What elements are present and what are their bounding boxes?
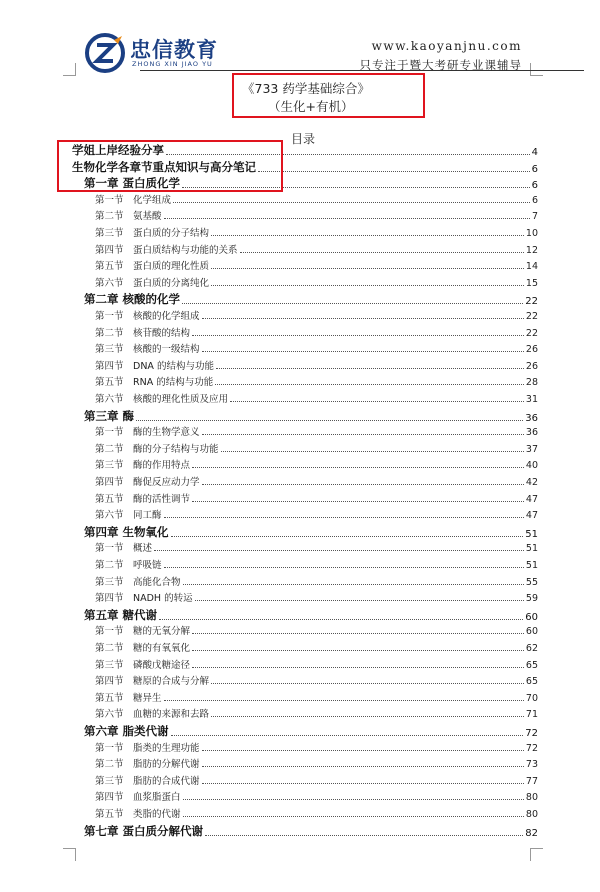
toc-section-number: 第六节: [95, 709, 124, 721]
toc-entry-label: [95, 789, 181, 803]
toc-dot-leader: [154, 550, 524, 551]
toc-page-number: 82: [525, 827, 538, 839]
toc-section-row[interactable]: [95, 225, 538, 239]
toc-page-number: 80: [525, 792, 538, 804]
toc-section-title: 高能化合物: [133, 576, 181, 588]
toc-page-number: 65: [525, 676, 538, 688]
toc-page-number: 51: [525, 543, 538, 555]
toc-section-row[interactable]: [95, 491, 538, 505]
page-header: [60, 30, 540, 78]
toc-entry-label: 第三章 酶: [84, 408, 135, 423]
toc-page-number: 10: [525, 228, 538, 239]
toc-section-row[interactable]: [95, 690, 538, 704]
toc-section-row[interactable]: [95, 208, 538, 222]
toc-dot-leader: [164, 218, 530, 219]
toc-section-title: 磷酸戊糖途径: [133, 659, 191, 671]
toc-dot-leader: [192, 633, 524, 634]
toc-entry-label: [95, 806, 181, 820]
toc-entry-label: [95, 424, 200, 438]
toc-dot-leader: [202, 783, 524, 784]
toc-dot-leader: [211, 285, 524, 286]
toc-dot-leader: [221, 451, 524, 452]
toc-page-number: 6: [531, 180, 538, 192]
toc-page-number: 36: [525, 427, 538, 439]
brand-pinyin: ZHONG XIN JIAO YU: [132, 60, 213, 68]
header-tagline: 只专注于暨大考研专业课辅导: [359, 58, 522, 72]
toc-entry-label: [95, 275, 209, 289]
toc-page-number: 51: [525, 528, 538, 540]
toc-entry-label: [95, 208, 162, 222]
toc-section-row[interactable]: [95, 457, 538, 471]
brand-logo-icon: [84, 32, 126, 74]
toc-section-row[interactable]: [95, 341, 538, 355]
toc-entry-label: 学姐上岸经验分享: [72, 143, 164, 157]
toc-page-number: 72: [525, 728, 538, 739]
toc-dot-leader: [164, 567, 524, 568]
toc-section-number: 第二节: [95, 443, 124, 455]
toc-page-number: 28: [525, 377, 538, 389]
toc-page-number: 26: [525, 344, 538, 356]
toc-section-number: 第四节: [95, 676, 124, 688]
toc-entry-label: [95, 740, 200, 754]
toc-section-number: 第三节: [95, 460, 124, 472]
brand-name: 忠信教育: [130, 38, 218, 62]
toc-entry-label: [95, 225, 209, 239]
toc-entry-label: [95, 557, 162, 571]
toc-section-number: 第三节: [95, 344, 124, 356]
toc-entry-label: [95, 673, 209, 687]
toc-section-row[interactable]: [95, 789, 538, 803]
toc-section-title: 蛋白质结构与功能的关系: [133, 244, 238, 256]
toc-page-number: 7: [531, 211, 538, 223]
toc-section-row[interactable]: [95, 308, 538, 322]
toc-section-number: 第三节: [95, 576, 124, 588]
toc-section-number: 第一节: [95, 626, 124, 638]
toc-entry-label: 生物化学各章节重点知识与高分笔记: [72, 159, 256, 174]
toc-entry-label: [95, 773, 200, 787]
toc-page-number: 70: [525, 692, 538, 704]
toc-section-title: 类脂的代谢: [133, 809, 181, 820]
toc-section-number: 第一节: [95, 427, 124, 439]
toc-entry-label: [95, 391, 228, 405]
toc-section-number: 第二节: [95, 759, 124, 771]
highlight-box: [57, 140, 283, 192]
toc-dot-leader: [202, 434, 524, 435]
toc-dot-leader: [164, 517, 524, 518]
toc-section-row[interactable]: [95, 507, 538, 521]
toc-dot-leader: [202, 351, 524, 352]
toc-section-title: 脂类的生理功能: [133, 742, 200, 754]
toc-page-number: 42: [525, 477, 538, 488]
crop-mark-bottom-left: [63, 848, 76, 861]
toc-section-title: 酶促反应动力学: [133, 477, 200, 488]
toc-section-row[interactable]: [95, 424, 538, 438]
toc-section-row[interactable]: [95, 325, 538, 339]
toc-section-title: 呼吸链: [133, 560, 162, 571]
toc-section-title: 同工酶: [133, 510, 162, 522]
toc-entry-label: [95, 242, 238, 256]
toc-page-number: 6: [531, 163, 538, 175]
document-subtitle: （生化+有机）: [268, 99, 354, 114]
toc-page-number: 31: [525, 394, 538, 405]
toc-dot-leader: [164, 700, 524, 701]
toc-section-number: 第五节: [95, 377, 124, 389]
toc-section-row[interactable]: [95, 192, 538, 206]
toc-section-row[interactable]: [95, 756, 538, 770]
toc-section-title: 血糖的来源和去路: [133, 709, 210, 721]
toc-dot-leader: [183, 799, 524, 800]
toc-page-number: 80: [525, 809, 538, 820]
toc-section-title: DNA 的结构与功能: [133, 360, 214, 372]
toc-entry-label: [95, 258, 209, 272]
toc-page-number: 14: [525, 261, 538, 273]
toc-dot-leader: [205, 835, 523, 836]
toc-entry-label: [95, 374, 213, 388]
toc-entry-label: [95, 441, 219, 455]
toc-dot-leader: [183, 816, 524, 817]
toc-section-row[interactable]: [95, 275, 538, 289]
toc-section-title: NADH 的转运: [133, 593, 193, 605]
toc-page-number: 65: [525, 659, 538, 671]
toc-section-title: 蛋白质的分离纯化: [133, 277, 210, 289]
toc-page-number: 51: [525, 560, 538, 571]
toc-section-row[interactable]: [95, 740, 538, 754]
toc-section-title: 脂肪的合成代谢: [133, 775, 200, 787]
toc-page-number: 40: [525, 460, 538, 472]
toc-entry-label: [95, 640, 190, 654]
toc-section-title: 酶的作用特点: [133, 460, 191, 472]
toc-section-row[interactable]: [95, 574, 538, 588]
toc-page-number: 71: [525, 709, 538, 721]
toc-page-number: 47: [525, 493, 538, 505]
toc-page-number: 73: [525, 759, 538, 771]
toc-entry-label: [95, 474, 200, 488]
toc-section-number: 第二节: [95, 211, 124, 223]
toc-entry-label: 第六章 脂类代谢: [84, 724, 169, 738]
toc-section-title: 核酸的理化性质及应用: [133, 394, 229, 405]
toc-entry-label: 第七章 蛋白质分解代谢: [84, 823, 204, 838]
toc-section-row[interactable]: [95, 557, 538, 571]
toc-section-number: 第二节: [95, 643, 124, 654]
toc-dot-leader: [211, 716, 524, 717]
toc-section-number: 第五节: [95, 809, 124, 820]
toc-section-title: RNA 的结构与功能: [133, 377, 214, 389]
toc-entry-label: [95, 540, 152, 554]
toc-dot-leader: [202, 766, 524, 767]
toc-dot-leader: [202, 484, 524, 485]
toc-heading: 目录: [291, 132, 316, 146]
toc-section-title: 糖原的合成与分解: [133, 676, 210, 688]
toc-section-title: 血浆脂蛋白: [133, 792, 181, 804]
toc-dot-leader: [192, 467, 524, 468]
toc-chapter-row[interactable]: [84, 823, 538, 839]
toc-page-number: 36: [525, 412, 538, 424]
toc-dot-leader: [159, 619, 523, 620]
toc-section-title: 糖的无氧分解: [133, 626, 191, 638]
toc-entry-label: [95, 341, 200, 355]
toc-section-row[interactable]: [95, 441, 538, 455]
toc-section-number: 第六节: [95, 277, 124, 289]
toc-section-title: 蛋白质的理化性质: [133, 261, 210, 273]
toc-section-title: 糖的有氧氧化: [133, 643, 191, 654]
toc-page-number: 26: [525, 360, 538, 372]
toc-page-number: 59: [525, 593, 538, 605]
toc-dot-leader: [258, 171, 530, 172]
toc-page-number: 4: [531, 147, 538, 158]
toc-dot-leader: [183, 584, 524, 585]
toc-section-title: 核酸的一级结构: [133, 344, 200, 356]
toc-page-number: 6: [531, 194, 538, 206]
toc-section-number: 第四节: [95, 477, 124, 488]
toc-section-number: 第五节: [95, 493, 124, 505]
toc-dot-leader: [202, 750, 524, 751]
toc-section-row[interactable]: [95, 258, 538, 272]
toc-entry-label: [95, 358, 214, 372]
toc-section-number: 第四节: [95, 244, 124, 256]
toc-section-number: 第一节: [95, 311, 124, 322]
toc-page-number: 62: [525, 643, 538, 654]
toc-chapter-row[interactable]: [84, 408, 538, 424]
toc-section-row[interactable]: [95, 374, 538, 388]
toc-section-row[interactable]: [95, 391, 538, 405]
toc-dot-leader: [171, 735, 524, 736]
toc-entry-label: [95, 706, 209, 720]
toc-dot-leader: [211, 683, 524, 684]
toc-section-number: 第三节: [95, 228, 124, 239]
toc-page-number: 60: [525, 611, 538, 623]
toc-dot-leader: [182, 303, 523, 304]
toc-page-number: 15: [525, 277, 538, 289]
toc-section-row[interactable]: [95, 540, 538, 554]
toc-section-number: 第四节: [95, 360, 124, 372]
toc-dot-leader: [136, 420, 523, 421]
toc-entry-label: [95, 491, 190, 505]
toc-chapter-row[interactable]: [84, 291, 538, 307]
toc-dot-leader: [211, 268, 524, 269]
toc-page-number: 22: [525, 327, 538, 339]
toc-section-row[interactable]: [95, 773, 538, 787]
toc-chapter-row[interactable]: [84, 723, 538, 739]
crop-mark-bottom-right: [530, 848, 543, 861]
toc-entry-label: [95, 657, 190, 671]
toc-section-number: 第二节: [95, 327, 124, 339]
toc-section-number: 第一节: [95, 194, 124, 206]
toc-entry-label: 第五章 糖代谢: [84, 607, 158, 622]
toc-chapter-row[interactable]: [84, 607, 538, 623]
toc-page-number: 60: [525, 626, 538, 638]
toc-section-title: 糖异生: [133, 692, 162, 704]
toc-page-number: 12: [525, 244, 538, 256]
toc-section-row[interactable]: [95, 242, 538, 256]
document-title: 《733 药学基础综合》: [242, 81, 370, 96]
toc-section-number: 第五节: [95, 261, 124, 273]
toc-section-title: 酶的生物学意义: [133, 427, 200, 439]
toc-dot-leader: [195, 600, 524, 601]
toc-entry-label: 第四章 生物氧化: [84, 524, 169, 539]
toc-dot-leader: [192, 667, 524, 668]
toc-section-number: 第一节: [95, 543, 124, 555]
toc-page-number: 22: [525, 311, 538, 322]
toc-dot-leader: [216, 368, 524, 369]
toc-section-title: 氨基酸: [133, 211, 162, 223]
toc-page-number: 55: [525, 576, 538, 588]
toc-section-number: 第四节: [95, 792, 124, 804]
toc-section-number: 第三节: [95, 659, 124, 671]
toc-entry-label: 第二章 核酸的化学: [84, 292, 181, 307]
toc-entry-label: [95, 623, 190, 637]
toc-section-title: 概述: [133, 543, 153, 555]
toc-dot-leader: [211, 235, 524, 236]
toc-section-number: 第六节: [95, 394, 124, 405]
document-title-box: [232, 73, 425, 118]
toc-entry-label: [95, 507, 162, 521]
toc-section-row[interactable]: [95, 673, 538, 687]
toc-dot-leader: [202, 318, 524, 319]
toc-section-row[interactable]: [95, 474, 538, 488]
toc-entry-label: [95, 308, 200, 322]
toc-chapter-row[interactable]: [84, 524, 538, 540]
site-url: www.kaoyanjnu.com: [371, 39, 522, 53]
toc-page-number: 22: [525, 296, 538, 308]
toc-section-number: 第二节: [95, 560, 124, 571]
toc-section-title: 酶的分子结构与功能: [133, 443, 219, 455]
toc-page-number: 37: [525, 443, 538, 455]
toc-dot-leader: [192, 650, 524, 651]
toc-page-number: 47: [525, 510, 538, 522]
toc-entry-label: [95, 690, 162, 704]
toc-section-number: 第四节: [95, 593, 124, 605]
toc-section-title: 蛋白质的分子结构: [133, 228, 210, 239]
toc-dot-leader: [192, 501, 524, 502]
toc-entry-label: [95, 325, 190, 339]
toc-dot-leader: [215, 384, 524, 385]
toc-section-title: 酶的活性调节: [133, 493, 191, 505]
toc-section-title: 核苷酸的结构: [133, 327, 191, 339]
toc-section-title: 脂肪的分解代谢: [133, 759, 200, 771]
toc-page-number: 72: [525, 742, 538, 754]
toc-section-row[interactable]: [95, 806, 538, 820]
toc-section-title: 化学组成: [133, 194, 172, 206]
toc-section-row[interactable]: [95, 640, 538, 654]
toc-section-row[interactable]: [95, 623, 538, 637]
toc-section-title: 核酸的化学组成: [133, 311, 200, 322]
toc-section-row[interactable]: [95, 590, 538, 604]
toc-entry-label: [95, 756, 200, 770]
toc-entry-label: [95, 192, 171, 206]
toc-dot-leader: [240, 252, 524, 253]
toc-section-number: 第六节: [95, 510, 124, 522]
toc-dot-leader: [173, 202, 530, 203]
toc-dot-leader: [171, 536, 524, 537]
toc-section-row[interactable]: [95, 706, 538, 720]
toc-entry-label: 第一章 蛋白质化学: [84, 176, 181, 191]
toc-dot-leader: [230, 401, 524, 402]
toc-section-number: 第一节: [95, 742, 124, 754]
toc-page-number: 77: [525, 775, 538, 787]
toc-section-row[interactable]: [95, 358, 538, 372]
toc-entry-label: [95, 574, 181, 588]
toc-section-row[interactable]: [95, 657, 538, 671]
toc-entry-label: [95, 590, 193, 604]
toc-dot-leader: [192, 335, 524, 336]
toc-section-number: 第三节: [95, 775, 124, 787]
toc-section-number: 第五节: [95, 692, 124, 704]
toc-entry-label: [95, 457, 190, 471]
